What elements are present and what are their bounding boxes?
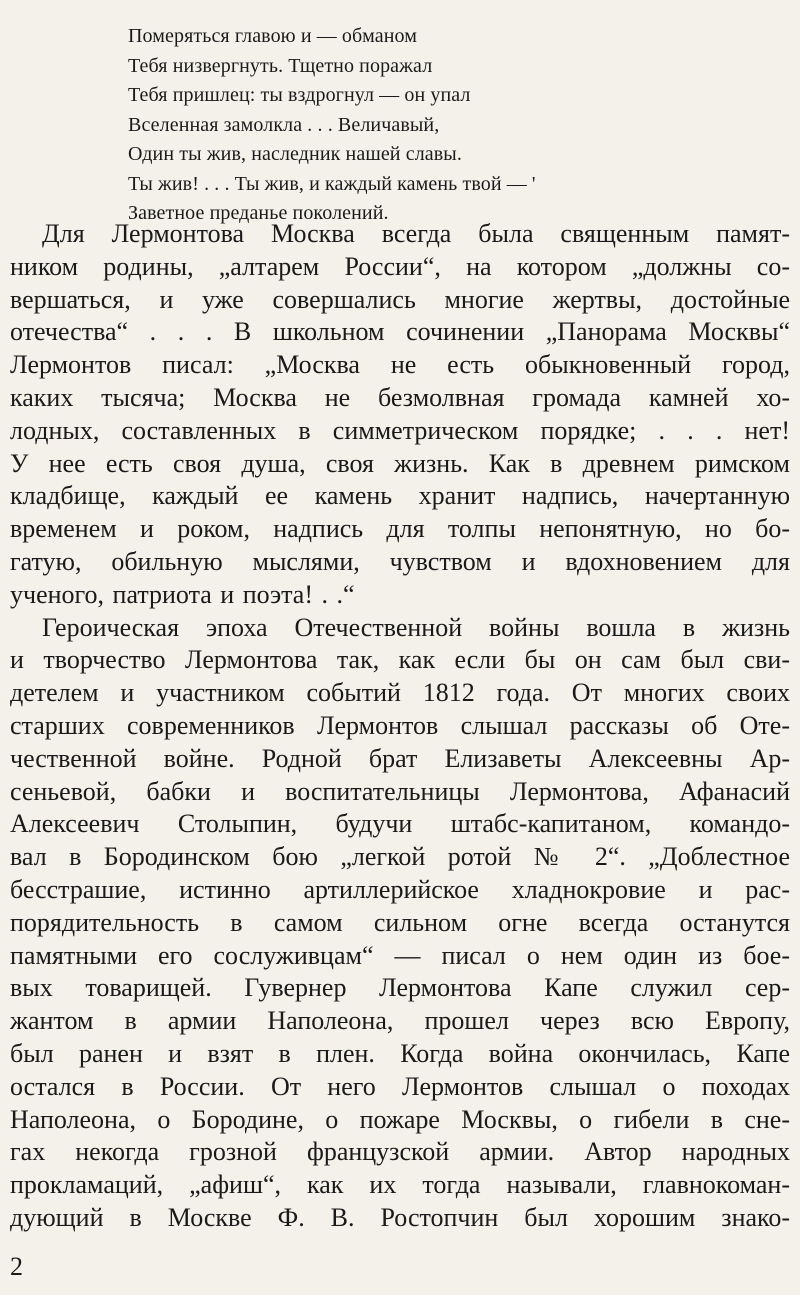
text-line: гах некогда грозной французской армии. Автор народных <box>10 1137 790 1167</box>
text-line: сеньевой, бабки и воспитательницы Лермонтова, Афанасий <box>10 776 790 806</box>
text-line: памятными его сослуживцам“ — писал о нем один из бое- <box>10 940 790 970</box>
prose-body <box>10 218 790 1235</box>
text-line: прокламаций, „афиш“, как их тогда называли, главнокоман- <box>10 1170 790 1200</box>
text-line: и творчество Лермонтова так, как если бы он сам был сви- <box>10 645 790 675</box>
text-line: был ранен и взят в плен. Когда война окончилась, Капе <box>10 1038 790 1068</box>
text-line: старших современников Лермонтов слышал рассказы об Оте- <box>10 710 790 740</box>
text-line: гатую, обильную мыслями, чувством и вдохновением для <box>10 546 790 576</box>
text-line: Наполеона, о Бородине, о пожаре Москвы, о гибели в сне- <box>10 1104 790 1134</box>
text-line: остался в России. От него Лермонтов слышал о походах <box>10 1071 790 1101</box>
text-line: лодных, составленных в симметрическом порядке; . . . нет! <box>10 415 790 445</box>
text-line: временем и роком, надпись для толпы непонятную, но бо- <box>10 514 790 544</box>
poem-line: Тебя низвергнуть. Тщетно поражал <box>128 54 433 77</box>
text-line: ученого, патриота и поэта! . .“ <box>10 579 355 609</box>
text-line: чественной войне. Родной брат Елизаветы Алексеевны Ар- <box>10 743 790 773</box>
text-line: Лермонтов писал: „Москва не есть обыкновенный город, <box>10 350 790 380</box>
text-line: Алексеевич Столыпин, будучи штабс-капитаном, командо- <box>10 809 790 839</box>
text-line: отечества“ . . . В школьном сочинении „Панорама Москвы“ <box>10 317 790 347</box>
poem-excerpt <box>128 22 768 229</box>
text-line: кладбище, каждый ее камень хранит надпись, начертанную <box>10 481 790 511</box>
poem-line: Заветное преданье поколений. <box>128 202 389 224</box>
paragraph-patriotic-war <box>10 612 790 1235</box>
text-line: Героическая эпоха Отечественной войны вошла в жизнь <box>42 612 790 642</box>
paragraph-moscow <box>10 218 790 612</box>
poem-line: Один ты жив, наследник нашей славы. <box>128 143 462 165</box>
text-line: детелем и участником событий 1812 года. От многих своих <box>10 678 790 708</box>
text-line: бесстрашие, истинно артиллерийское хладнокровие и рас- <box>10 874 790 904</box>
poem-line: Тебя пришлец: ты вздрогнул — он упал <box>128 84 471 106</box>
text-line: вал в Бородинском бою „легкой ротой № 2“. „Доблестное <box>10 842 790 872</box>
text-line: каких тысяча; Москва не безмолвная громада камней хо- <box>10 382 790 412</box>
text-line: жантом в армии Наполеона, прошел через всю Европу, <box>10 1006 790 1036</box>
text-line: порядительность в самом сильном огне всегда останутся <box>10 907 790 937</box>
text-line: У нее есть своя душа, своя жизнь. Как в древнем римском <box>10 448 790 478</box>
text-line: вых товарищей. Гувернер Лермонтова Капе служил сер- <box>10 973 790 1003</box>
poem-line: Вселенная замолкла . . . Величавый, <box>128 113 440 136</box>
text-line: ником родины, „алтарем России“, на котором „должны со- <box>10 251 790 281</box>
poem-line: Ты жив! . . . Ты жив, и каждый камень твой — ' <box>128 172 536 195</box>
text-line: вершаться, и уже совершались многие жертвы, достойные <box>10 284 790 314</box>
text-line: дующий в Москве Ф. В. Ростопчин был хорошим знако- <box>10 1202 790 1232</box>
poem-line: Померяться главою и — обманом <box>128 25 417 47</box>
text-line: Для Лермонтова Москва всегда была священным памят- <box>42 219 790 248</box>
page-number: 2 <box>10 1252 23 1281</box>
